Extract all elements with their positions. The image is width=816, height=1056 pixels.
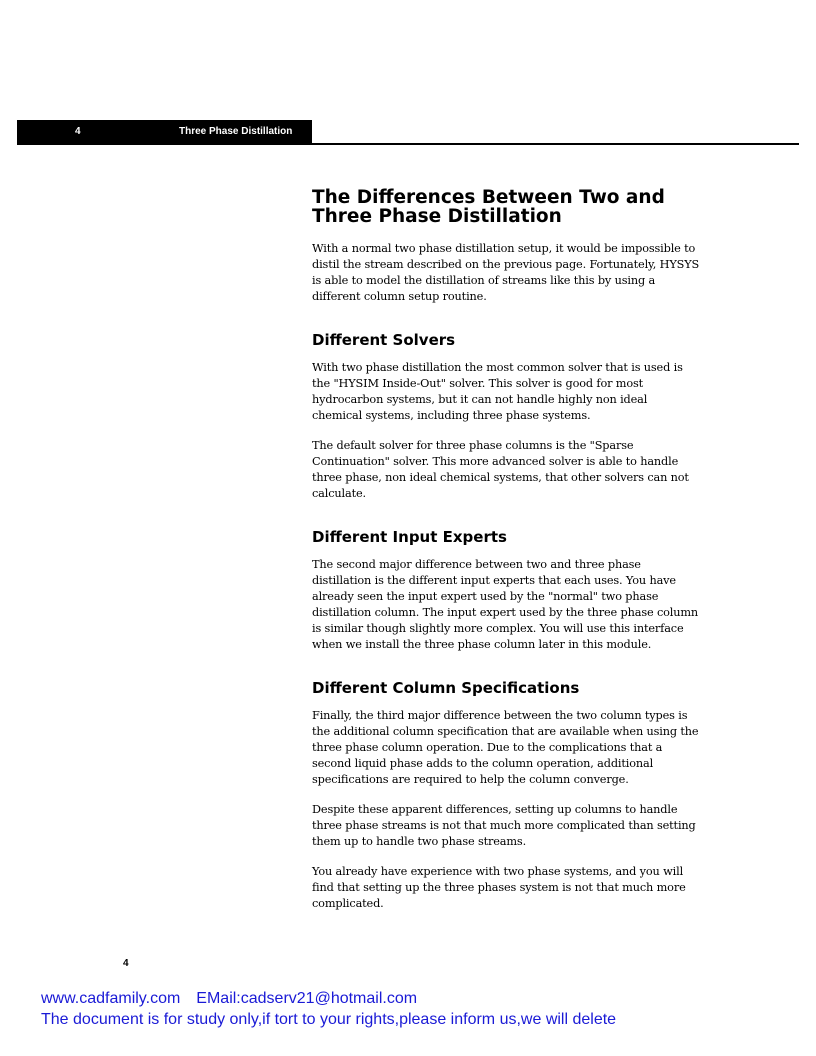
section-heading: Different Solvers	[312, 331, 456, 349]
header-page-number: 4	[75, 126, 81, 137]
section-heading: Different Input Experts	[312, 528, 507, 546]
section-column-specifications	[312, 679, 700, 912]
section-paragraph: With two phase distillation the most common solver that is used is the "HYSIM Inside-Out" solver. This solver is good for most hydrocarbon systems, but it can not handle highly non ideal chemical systems, including three phase systems.	[312, 361, 683, 422]
main-content	[312, 188, 700, 926]
section-heading: Different Column Specifications	[312, 679, 580, 697]
section-paragraph: You already have experience with two phase systems, and you will find that setting up the three phases system is not that much more complicated.	[312, 865, 686, 910]
watermark-website-link[interactable]: www.cadfamily.com	[41, 990, 181, 1007]
watermark-email-link[interactable]: EMail:cadserv21@hotmail.com	[196, 990, 418, 1007]
watermark	[41, 988, 616, 1030]
section-paragraph: Finally, the third major difference between the two column types is the additional column specification that are available when using the three phase column operation. Due to the complications that a second liquid phase adds to the column operation, additional specifications are required to help the column converge.	[312, 709, 699, 786]
running-header	[17, 120, 312, 144]
section-input-experts	[312, 528, 700, 653]
watermark-notice: The document is for study only,if tort to your rights,please inform us,we will delete	[41, 1011, 617, 1028]
footer-page-number: 4	[123, 958, 129, 969]
header-chapter-title: Three Phase Distillation	[179, 126, 293, 137]
header-rule	[17, 143, 799, 145]
intro-paragraph: With a normal two phase distillation setup, it would be impossible to distil the stream described on the previous page. Fortunately, HYSYS is able to model the distillation of streams like this by using a different column setup routine.	[312, 242, 700, 303]
section-paragraph: Despite these apparent differences, setting up columns to handle three phase streams is not that much more complicated than setting them up to handle two phase streams.	[312, 803, 696, 848]
page-title: The Differences Between Two and Three Phase Distillation	[312, 187, 665, 227]
section-solvers	[312, 331, 700, 502]
section-paragraph: The second major difference between two and three phase distillation is the different input experts that each uses. You have already seen the input expert used by the "normal" two phase distillation column. The input expert used by the three phase column is similar though slightly more complex. You will use this interface when we install the three phase column later in this module.	[312, 558, 699, 651]
section-paragraph: The default solver for three phase columns is the "Sparse Continuation" solver. This more advanced solver is able to handle three phase, non ideal chemical systems, that other solvers can not calculate.	[312, 439, 689, 500]
